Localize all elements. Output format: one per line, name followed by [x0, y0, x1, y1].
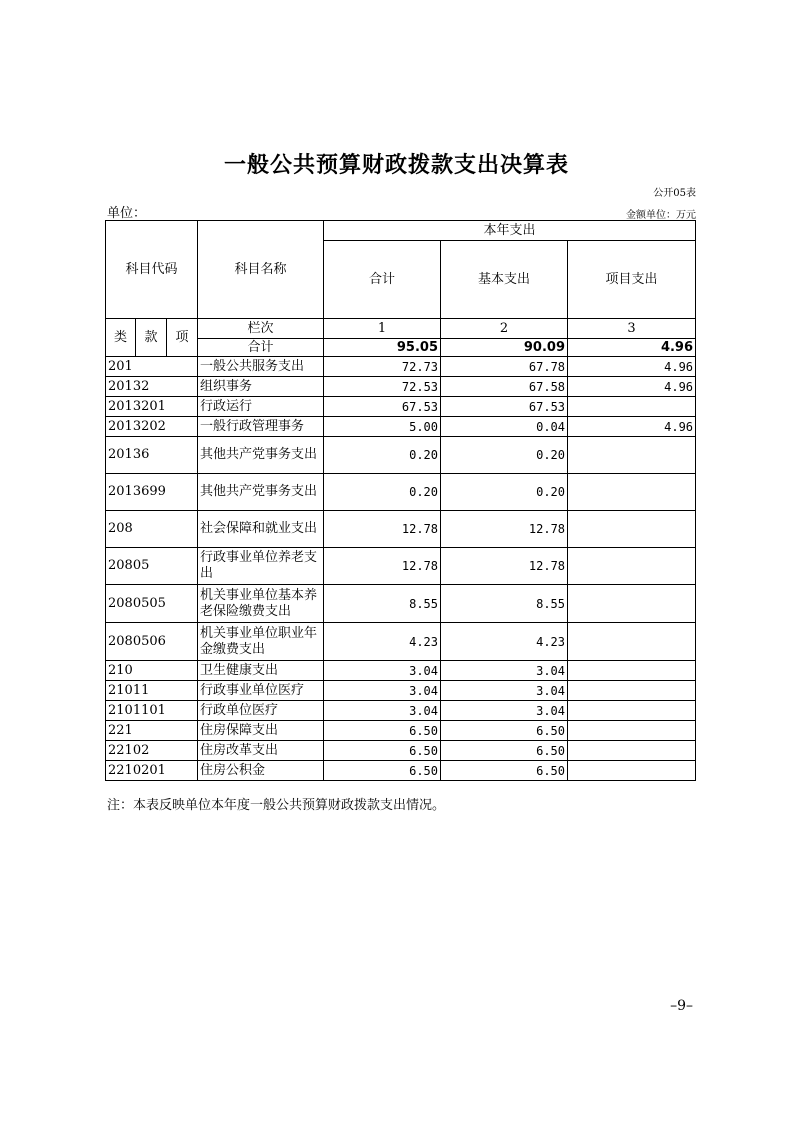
row-total: 12.78: [324, 548, 441, 585]
row-basic: 8.55: [441, 585, 568, 623]
row-code: 208: [106, 511, 198, 548]
row-name: 其他共产党事务支出: [198, 437, 324, 474]
row-name: 一般公共服务支出: [198, 357, 324, 377]
row-name: 住房公积金: [198, 761, 324, 781]
row-total: 5.00: [324, 417, 441, 437]
row-project: [568, 397, 696, 417]
row-project: [568, 721, 696, 741]
table-note: 注：本表反映单位本年度一般公共预算财政拨款支出情况。: [107, 798, 446, 813]
table-row: [106, 548, 696, 585]
table-row: [106, 623, 696, 661]
table-row: [106, 474, 696, 511]
row-code: 20805: [106, 548, 198, 585]
row-project: [568, 437, 696, 474]
row-code: 2210201: [106, 761, 198, 781]
header-code: 科目代码: [106, 221, 198, 319]
row-name: 组织事务: [198, 377, 324, 397]
header-year-expense: 本年支出: [324, 221, 696, 241]
row-total: 8.55: [324, 585, 441, 623]
row-code: 2013202: [106, 417, 198, 437]
row-project: [568, 701, 696, 721]
column-number-2: 2: [441, 319, 568, 339]
table-row: [106, 721, 696, 741]
row-total: 6.50: [324, 721, 441, 741]
summary-label: 合计: [198, 339, 324, 357]
table-row: [106, 437, 696, 474]
row-project: 4.96: [568, 377, 696, 397]
row-code: 2080505: [106, 585, 198, 623]
row-total: 72.53: [324, 377, 441, 397]
row-name: 行政运行: [198, 397, 324, 417]
row-project: [568, 681, 696, 701]
row-project: 4.96: [568, 417, 696, 437]
row-project: [568, 741, 696, 761]
form-number: 公开05表: [653, 188, 696, 199]
row-total: 12.78: [324, 511, 441, 548]
row-code: 201: [106, 357, 198, 377]
row-basic: 67.53: [441, 397, 568, 417]
row-project: [568, 661, 696, 681]
expense-table: [105, 220, 696, 781]
row-code: 2101101: [106, 701, 198, 721]
row-total: 6.50: [324, 741, 441, 761]
row-project: [568, 585, 696, 623]
row-basic: 3.04: [441, 681, 568, 701]
row-basic: 6.50: [441, 721, 568, 741]
table-row: [106, 741, 696, 761]
row-basic: 3.04: [441, 661, 568, 681]
header-project: 项目支出: [568, 241, 696, 319]
row-code: 22102: [106, 741, 198, 761]
table-row: [106, 417, 696, 437]
row-name: 机关事业单位职业年金缴费支出: [198, 623, 324, 661]
table-row: [106, 761, 696, 781]
table-row: [106, 377, 696, 397]
row-code: 2080506: [106, 623, 198, 661]
row-name: 其他共产党事务支出: [198, 474, 324, 511]
row-name: 卫生健康支出: [198, 661, 324, 681]
table-row: [106, 511, 696, 548]
header-xiang: 项: [167, 319, 198, 357]
table-row: [106, 585, 696, 623]
row-code: 21011: [106, 681, 198, 701]
row-basic: 67.58: [441, 377, 568, 397]
row-total: 3.04: [324, 661, 441, 681]
row-basic: 0.04: [441, 417, 568, 437]
header-kuan: 款: [136, 319, 167, 357]
row-name: 行政事业单位医疗: [198, 681, 324, 701]
header-total: 合计: [324, 241, 441, 319]
row-total: 4.23: [324, 623, 441, 661]
row-project: [568, 511, 696, 548]
row-basic: 12.78: [441, 548, 568, 585]
row-name: 行政单位医疗: [198, 701, 324, 721]
row-name: 住房保障支出: [198, 721, 324, 741]
header-lanci: 栏次: [198, 319, 324, 339]
row-total: 6.50: [324, 761, 441, 781]
row-basic: 0.20: [441, 474, 568, 511]
row-basic: 12.78: [441, 511, 568, 548]
row-total: 0.20: [324, 474, 441, 511]
header-lei: 类: [106, 319, 136, 357]
row-code: 2013201: [106, 397, 198, 417]
page-number: –9–: [670, 998, 693, 1014]
report-title: 一般公共预算财政拨款支出决算表: [223, 152, 569, 178]
row-code: 20132: [106, 377, 198, 397]
row-name: 行政事业单位养老支出: [198, 548, 324, 585]
row-project: 4.96: [568, 357, 696, 377]
summary-project: 4.96: [568, 339, 696, 357]
row-code: 2013699: [106, 474, 198, 511]
summary-basic: 90.09: [441, 339, 568, 357]
row-basic: 6.50: [441, 761, 568, 781]
row-name: 住房改革支出: [198, 741, 324, 761]
row-name: 机关事业单位基本养老保险缴费支出: [198, 585, 324, 623]
row-project: [568, 548, 696, 585]
row-total: 3.04: [324, 681, 441, 701]
header-basic: 基本支出: [441, 241, 568, 319]
row-project: [568, 474, 696, 511]
row-total: 0.20: [324, 437, 441, 474]
table-row: [106, 661, 696, 681]
row-basic: 3.04: [441, 701, 568, 721]
row-total: 3.04: [324, 701, 441, 721]
row-project: [568, 761, 696, 781]
money-unit-label: 金额单位：万元: [626, 210, 696, 221]
column-number-3: 3: [568, 319, 696, 339]
row-total: 72.73: [324, 357, 441, 377]
row-code: 210: [106, 661, 198, 681]
header-name: 科目名称: [198, 221, 324, 319]
row-code: 221: [106, 721, 198, 741]
table-row: [106, 701, 696, 721]
table-row: [106, 397, 696, 417]
row-code: 20136: [106, 437, 198, 474]
column-number-1: 1: [324, 319, 441, 339]
row-basic: 67.78: [441, 357, 568, 377]
row-name: 社会保障和就业支出: [198, 511, 324, 548]
row-name: 一般行政管理事务: [198, 417, 324, 437]
row-total: 67.53: [324, 397, 441, 417]
row-project: [568, 623, 696, 661]
summary-total: 95.05: [324, 339, 441, 357]
row-basic: 6.50: [441, 741, 568, 761]
row-basic: 0.20: [441, 437, 568, 474]
row-basic: 4.23: [441, 623, 568, 661]
unit-label: 单位：: [107, 206, 147, 221]
table-row: [106, 681, 696, 701]
table-row: [106, 357, 696, 377]
